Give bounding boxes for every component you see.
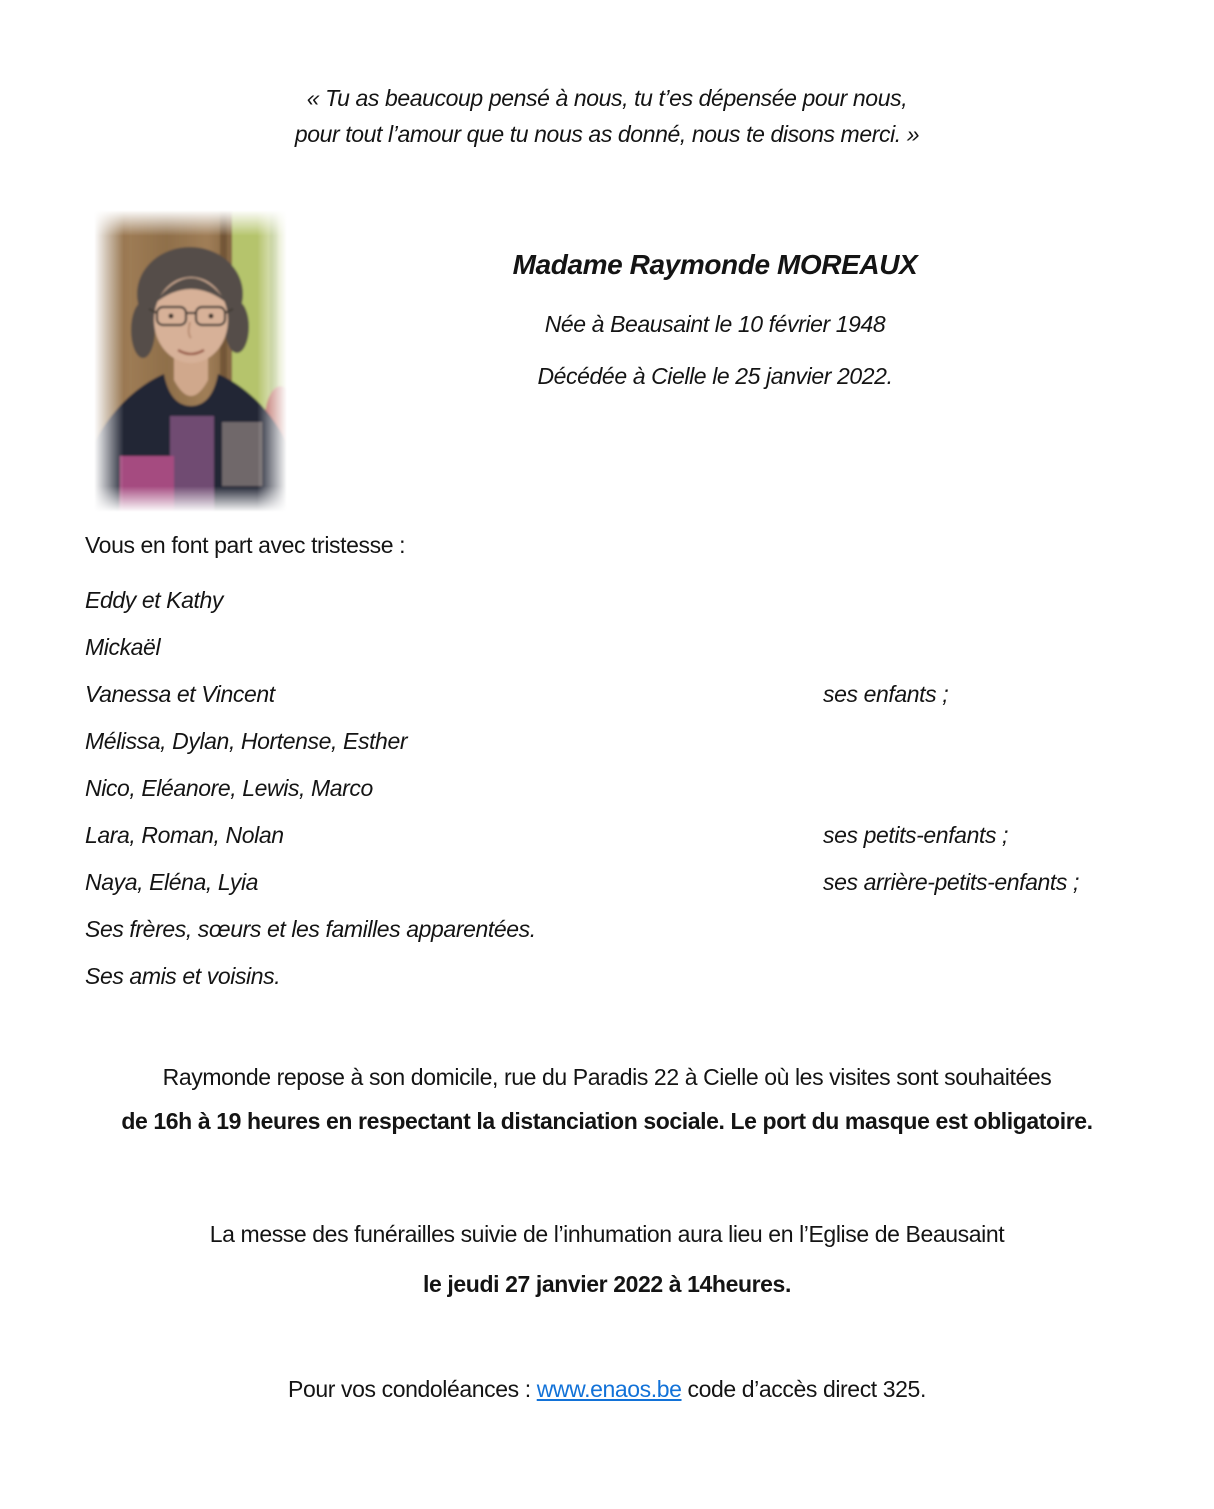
visitation-line-bold: de 16h à 19 heures en respectant la distanciation sociale. Le port du masque est obligatoire.	[121, 1108, 1093, 1134]
family-row	[85, 953, 1129, 1000]
enaos-link[interactable]: www.enaos.be	[536, 1376, 682, 1402]
family-row	[85, 671, 1129, 718]
photo-sweater-patch-right	[222, 422, 262, 486]
family-row	[85, 718, 1129, 765]
deceased-name: Madame Raymonde MOREAUX	[512, 249, 918, 280]
family-member-names: Mélissa, Dylan, Hortense, Esther	[85, 728, 408, 754]
portrait-photo-graphic	[94, 210, 287, 512]
portrait-photo	[94, 210, 287, 512]
photo-vignette-bottom	[94, 486, 287, 512]
funeral-line: La messe des funérailles suivie de l’inhumation aura lieu en l’Eglise de Beausaint	[209, 1221, 1005, 1247]
family-member-names: Lara, Roman, Nolan	[85, 822, 284, 848]
family-member-names: Vanessa et Vincent	[85, 681, 275, 707]
condolence-prefix: Pour vos condoléances :	[288, 1376, 537, 1402]
quote-line-2: pour tout l’amour que tu nous as donné, nous te disons merci. »	[294, 121, 920, 147]
family-member-names: Mickaël	[85, 634, 161, 660]
family-row	[85, 859, 1129, 906]
family-list	[85, 577, 1129, 1000]
family-row	[85, 906, 1129, 953]
funeral-date-line: le jeudi 27 janvier 2022 à 14heures.	[423, 1271, 791, 1297]
announcement-intro: Vous en font part avec tristesse :	[85, 532, 406, 558]
photo-face	[154, 277, 228, 363]
family-row	[85, 624, 1129, 671]
family-member-names: Nico, Eléanore, Lewis, Marco	[85, 775, 373, 801]
family-row	[85, 577, 1129, 624]
memorial-quote	[0, 80, 1214, 152]
photo-eye-right	[209, 314, 214, 319]
quote-line-1: « Tu as beaucoup pensé à nous, tu t’es dépensée pour nous,	[306, 85, 908, 111]
photo-eye-left	[169, 314, 174, 319]
visitation-line: Raymonde repose à son domicile, rue du Paradis 22 à Cielle où les visites sont souhaitées	[162, 1064, 1052, 1090]
condolence-suffix: code d’accès direct 325.	[681, 1376, 926, 1402]
relation-label: ses petits-enfants ;	[823, 822, 1009, 848]
photo-hair-right	[225, 301, 249, 353]
family-member-names: Ses frères, sœurs et les familles apparentées.	[85, 916, 536, 942]
family-row	[85, 765, 1129, 812]
photo-vignette-left	[94, 210, 124, 512]
photo-vignette-top	[94, 210, 287, 236]
relation-label: ses enfants ;	[823, 681, 949, 707]
birth-line: Née à Beausaint le 10 février 1948	[544, 311, 886, 337]
relation-label: ses arrière-petits-enfants ;	[823, 869, 1079, 895]
family-member-names: Naya, Eléna, Lyia	[85, 869, 259, 895]
family-member-names: Eddy et Kathy	[85, 587, 223, 613]
family-member-names: Ses amis et voisins.	[85, 963, 281, 989]
condolences-line	[0, 1374, 1214, 1404]
family-row	[85, 812, 1129, 859]
death-line: Décédée à Cielle le 25 janvier 2022.	[537, 363, 893, 389]
